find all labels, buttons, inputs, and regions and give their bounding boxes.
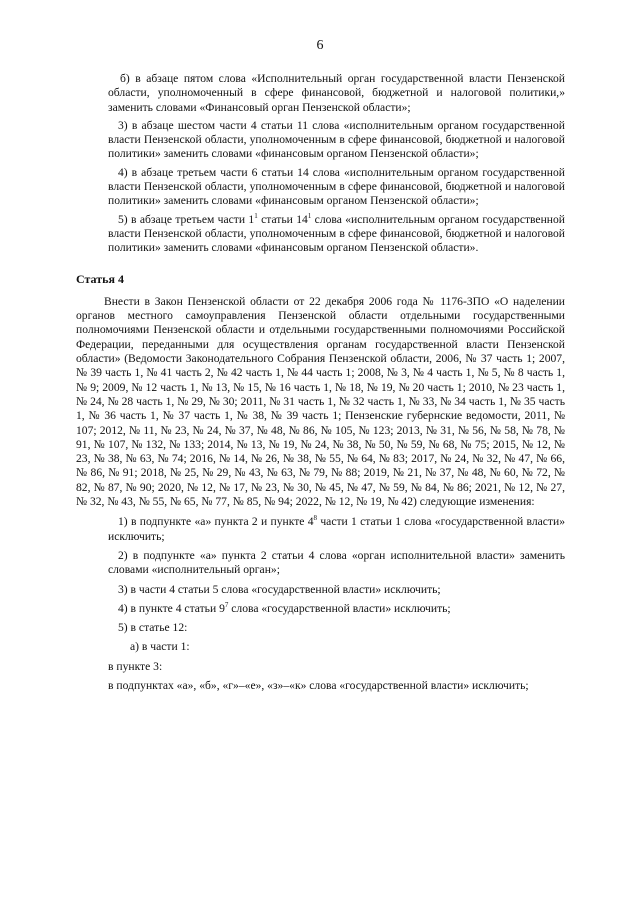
superscript: 7 <box>224 600 229 609</box>
amendment-3: 3) в абзаце шестом части 4 статьи 11 слова «исполнительным органом государственной власти Пензенской области, уполномоченным в сфере финансовой, бюджетной и налоговой политики» заменить словами «финансовым органом Пензенской области»; <box>108 118 565 161</box>
superscript: 1 <box>307 211 312 220</box>
change-2: 2) в подпункте «а» пункта 2 статьи 4 слова «орган исполнительной власти» заменить словами «исполнительный орган»; <box>108 548 565 577</box>
change-4-part1: 4) в пункте 4 статьи 9 <box>118 601 225 615</box>
amendment-5-part2: статьи 14 <box>257 212 308 226</box>
document-body <box>76 72 565 698</box>
change-4-part2: слова «государственной власти» исключить; <box>228 601 451 615</box>
amendment-5-part1: 5) в абзаце третьем части 1 <box>118 212 255 226</box>
article-intro-paragraph: Внести в Закон Пензенской области от 22 декабря 2006 года № 1176-ЗПО «О наделении органов местного самоуправления Пензенской области отдельными государственными полномочиями Пензенской области и отдельными государственными полномочиями Российской Федерации, переданными для осуществления органам государственной власти Пензенской области» (Ведомости Законодательного Собрания Пензенской области, 2006, № 37 часть 1; 2007, № 39 часть 1, № 41 часть 2, № 42 часть 1, № 44 часть 1; 2008, № 3, № 4 часть 1, № 5, № 8 часть 1, № 9; 2009, № 12 часть 1, № 13, № 15, № 16 часть 1, № 18, № 19, № 20 часть 1; 2010, № 23 часть 1, № 24, № 28 часть 1, № 29, № 30; 2011, № 31 часть 1, № 32 часть 1, № 33, № 34 часть 1, № 35 часть 1, № 36 часть 1, № 37 часть 1, № 38, № 39 часть 1; Пензенские губернские ведомости, 2011, № 107; 2012, № 11, № 23, № 24, № 37, № 48, № 86, № 105, № 123; 2013, № 31, № 56, № 58, № 78, № 91, № 107, № 132, № 133; 2014, № 13, № 19, № 24, № 38, № 50, № 59, № 68, № 75; 2015, № 12, № 23, № 38, № 63, № 74; 2016, № 14, № 26, № 38, № 55, № 64, № 83; 2017, № 24, № 32, № 47, № 66, № 86, № 91; 2018, № 25, № 29, № 43, № 63, № 79, № 88; 2019, № 21, № 37, № 48, № 60, № 72, № 82, № 87, № 90; 2020, № 12, № 17, № 23, № 30, № 45, № 47, № 59, № 84, № 86; 2021, № 12, № 27, № 32, № 43, № 55, № 65, № 77, № 85, № 94; 2022, № 12, № 19, № 42) следующие изменения: <box>76 294 565 509</box>
amendment-4: 4) в абзаце третьем части 6 статьи 14 слова «исполнительным органом государственной власти Пензенской области, уполномоченным в сфере финансовой, бюджетной и налоговой политики» заменить словами «финансовым органом Пензенской области»; <box>108 165 565 208</box>
amendment-b: б) в абзаце пятом слова «Исполнительный орган государственной власти Пензенской области, уполномоченный в сфере финансовой, бюджетной и налоговой политики,» заменить словами «Финансовый орган Пензенской области»; <box>108 72 565 114</box>
change-1 <box>76 515 565 544</box>
change-5a: а) в части 1: <box>130 640 190 654</box>
change-4 <box>76 602 565 616</box>
page-number: 6 <box>316 38 324 53</box>
superscript: 8 <box>313 514 318 523</box>
change-1-part2: части 1 статьи 1 слова «государственной власти» исключить; <box>108 515 566 543</box>
superscript: 1 <box>254 211 258 220</box>
amendment-5 <box>76 213 565 256</box>
change-5a-point-3-text: в подпунктах «а», «б», «г»–«е», «з»–«к» слова «государственной власти» исключить; <box>108 678 529 692</box>
change-5a-point-3: в пункте 3: <box>108 659 163 673</box>
amendment-5-part3: слова «исполнительным органом государственной власти Пензенской области, уполномоченным в сфере финансовой, бюджетной и налоговой политики» заменить словами «финансовым органом Пензенской области». <box>108 212 565 255</box>
change-1-part1: 1) в подпункте «а» пункта 2 и пункте 4 <box>118 515 314 529</box>
change-5: 5) в статье 12: <box>118 621 188 635</box>
change-3: 3) в части 4 статьи 5 слова «государственной власти» исключить; <box>118 582 441 596</box>
article-heading: Статья 4 <box>76 271 124 286</box>
